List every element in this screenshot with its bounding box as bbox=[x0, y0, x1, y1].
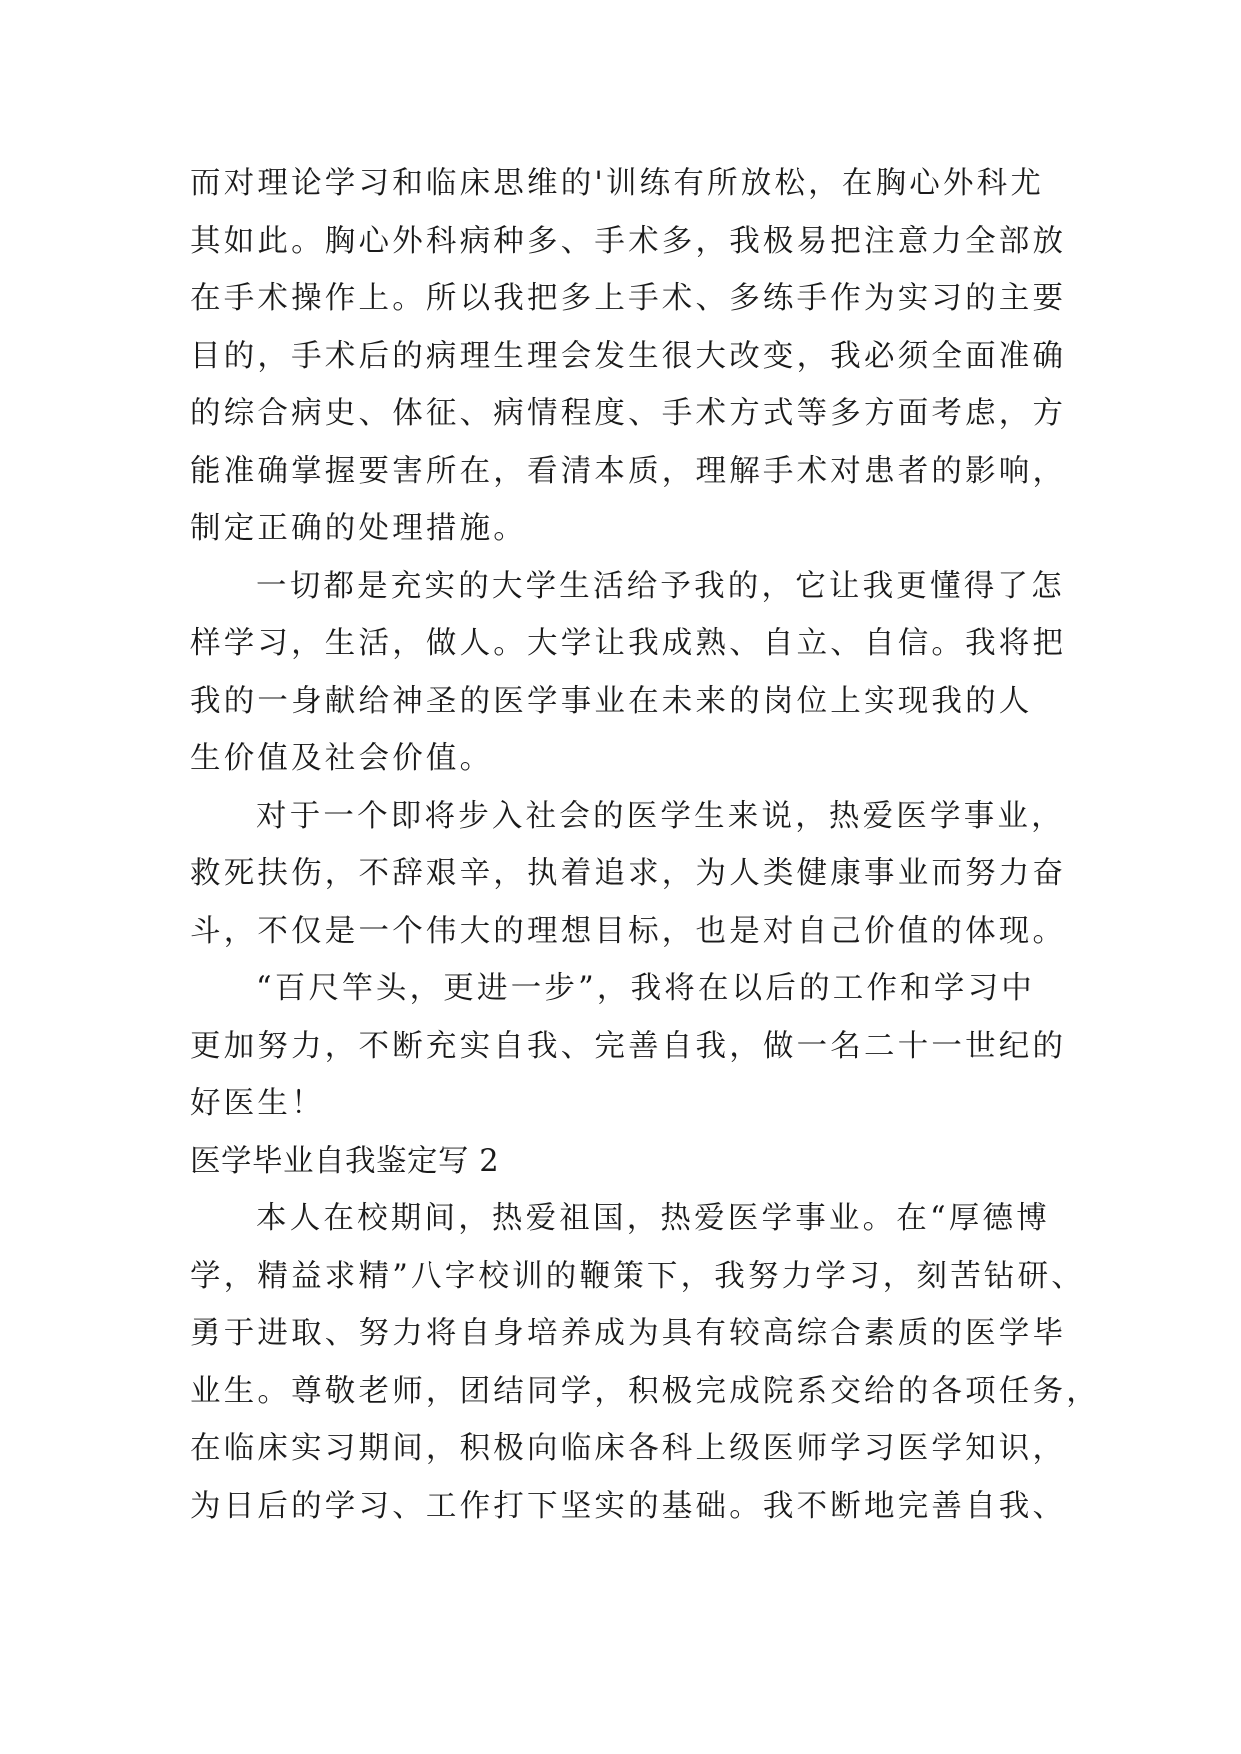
text-line: 我的一身献给神圣的医学事业在未来的岗位上实现我的人 bbox=[190, 683, 1033, 719]
text-line: 对于一个即将步入社会的医学生来说，热爱医学事业， bbox=[256, 798, 1065, 834]
text-line: 而对理论学习和临床思维的'训练有所放松，在胸心外科尤 bbox=[190, 166, 1045, 201]
text-line: 救死扶伤，不辞艰辛，执着追求，为人类健康事业而努力奋 bbox=[190, 856, 1067, 891]
text-line: 的综合病史、体征、病情程度、手术方式等多方面考虑，方 bbox=[190, 396, 1067, 431]
text-line: 在手术操作上。所以我把多上手术、多练手作为实习的主要 bbox=[190, 281, 1067, 316]
text-line: 样学习，生活，做人。大学让我成熟、自立、自信。我将把 bbox=[190, 626, 1067, 661]
section-heading: 医学毕业自我鉴定写 2 bbox=[190, 1143, 500, 1179]
text-line: 制定正确的处理措施。 bbox=[190, 511, 527, 546]
text-line: 目的，手术后的病理生理会发生很大改变，我必须全面准确 bbox=[190, 338, 1067, 374]
text-line: 本人在校期间，热爱祖国，热爱医学事业。在“厚德博 bbox=[256, 1201, 1050, 1236]
text-line: 斗，不仅是一个伟大的理想目标，也是对自己价值的体现。 bbox=[190, 913, 1067, 949]
text-line: 在临床实习期间，积极向临床各科上级医师学习医学知识， bbox=[190, 1431, 1067, 1466]
text-line: 其如此。胸心外科病种多、手术多，我极易把注意力全部放 bbox=[190, 223, 1067, 259]
text-line: 勇于进取、努力将自身培养成为具有较高综合素质的医学毕 bbox=[190, 1316, 1067, 1351]
text-line: “百尺竿头，更进一步”，我将在以后的工作和学习中 bbox=[256, 971, 1035, 1006]
text-line: 好医生！ bbox=[190, 1086, 325, 1121]
document-body bbox=[190, 155, 1100, 1535]
text-line: 为日后的学习、工作打下坚实的基础。我不断地完善自我、 bbox=[190, 1488, 1067, 1524]
text-line: 生价值及社会价值。 bbox=[190, 741, 494, 776]
text-line: 一切都是充实的大学生活给予我的，它让我更懂得了怎 bbox=[256, 568, 1065, 604]
text-line: 能准确掌握要害所在，看清本质，理解手术对患者的影响， bbox=[190, 453, 1067, 489]
text-line: 更加努力，不断充实自我、完善自我，做一名二十一世纪的 bbox=[190, 1028, 1067, 1064]
text-line: 学，精益求精”八字校训的鞭策下，我努力学习，刻苦钻研、 bbox=[190, 1258, 1085, 1294]
text-line: 业生。尊敬老师，团结同学，积极完成院系交给的各项任务， bbox=[190, 1373, 1100, 1409]
